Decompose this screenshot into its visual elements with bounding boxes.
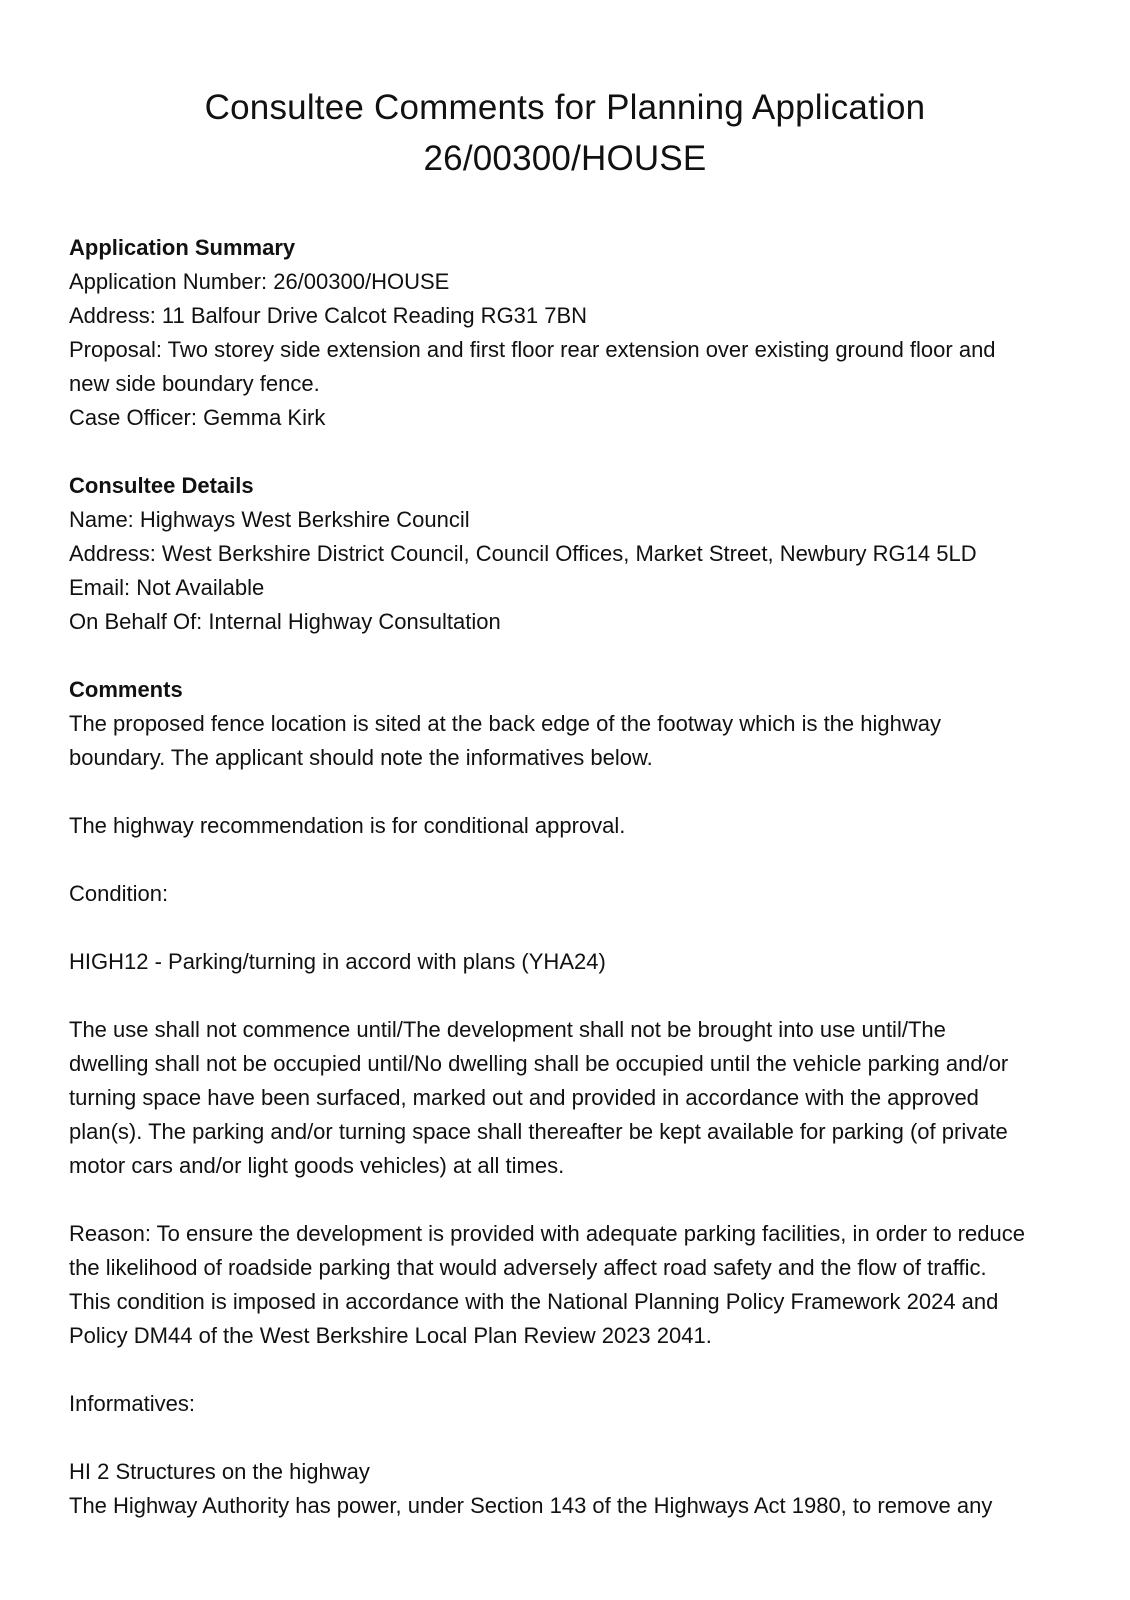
comments-heading: Comments [69, 677, 183, 702]
spacer [69, 775, 1069, 809]
comments-para1-line-2: boundary. The applicant should note the informatives below. [69, 745, 653, 770]
informative-title: HI 2 Structures on the highway [69, 1459, 370, 1484]
reason-line-1: Reason: To ensure the development is provided with adequate parking facilities, in order to reduce [69, 1221, 1025, 1246]
spacer [69, 1353, 1069, 1387]
informatives-label: Informatives: [69, 1391, 195, 1416]
condition-text-line-3: turning space have been surfaced, marked out and provided in accordance with the approved [69, 1085, 979, 1110]
condition-label: Condition: [69, 881, 169, 906]
recommendation-text: The highway recommendation is for conditional approval. [69, 813, 626, 838]
comments-para1-line-1: The proposed fence location is sited at the back edge of the footway which is the highway [69, 711, 941, 736]
application-summary-heading: Application Summary [69, 235, 296, 260]
condition-text-line-2: dwelling shall not be occupied until/No dwelling shall be occupied until the vehicle parking and/or [69, 1051, 1009, 1076]
case-officer: Case Officer: Gemma Kirk [69, 405, 326, 430]
comments-section [69, 673, 1069, 1523]
spacer [69, 435, 1069, 469]
condition-text-line-4: plan(s). The parking and/or turning space shall thereafter be kept available for parking (of private [69, 1119, 1008, 1144]
reason-line-2: the likelihood of roadside parking that would adversely affect road safety and the flow of traffic. [69, 1255, 987, 1280]
spacer [69, 911, 1069, 945]
application-summary-section [69, 231, 1069, 435]
consultee-details-heading: Consultee Details [69, 473, 254, 498]
consultee-email: Email: Not Available [69, 575, 265, 600]
spacer [69, 1183, 1069, 1217]
application-number: Application Number: 26/00300/HOUSE [69, 269, 450, 294]
proposal-line-2: new side boundary fence. [69, 371, 320, 396]
consultee-name: Name: Highways West Berkshire Council [69, 507, 470, 532]
title-line-1: Consultee Comments for Planning Application [204, 88, 926, 127]
spacer [69, 979, 1069, 1013]
title-line-2: 26/00300/HOUSE [423, 139, 707, 178]
consultee-details-section [69, 469, 1069, 639]
application-address: Address: 11 Balfour Drive Calcot Reading RG31 7BN [69, 303, 588, 328]
reason-line-3: This condition is imposed in accordance with the National Planning Policy Framework 2024 and [69, 1289, 999, 1314]
condition-text-line-5: motor cars and/or light goods vehicles) at all times. [69, 1153, 565, 1178]
condition-code: HIGH12 - Parking/turning in accord with plans (YHA24) [69, 949, 606, 974]
proposal-line-1: Proposal: Two storey side extension and first floor rear extension over existing ground floor and [69, 337, 996, 362]
consultee-address: Address: West Berkshire District Council, Council Offices, Market Street, Newbury RG14 5LD [69, 541, 977, 566]
consultee-on-behalf-of: On Behalf Of: Internal Highway Consultation [69, 609, 501, 634]
reason-line-4: Policy DM44 of the West Berkshire Local Plan Review 2023 2041. [69, 1323, 712, 1348]
spacer [69, 1421, 1069, 1455]
page-title [0, 82, 1130, 184]
spacer [69, 843, 1069, 877]
spacer [69, 639, 1069, 673]
informative-line-1: The Highway Authority has power, under Section 143 of the Highways Act 1980, to remove any [69, 1493, 993, 1518]
document-body [69, 231, 1069, 1523]
condition-text-line-1: The use shall not commence until/The development shall not be brought into use until/The [69, 1017, 946, 1042]
